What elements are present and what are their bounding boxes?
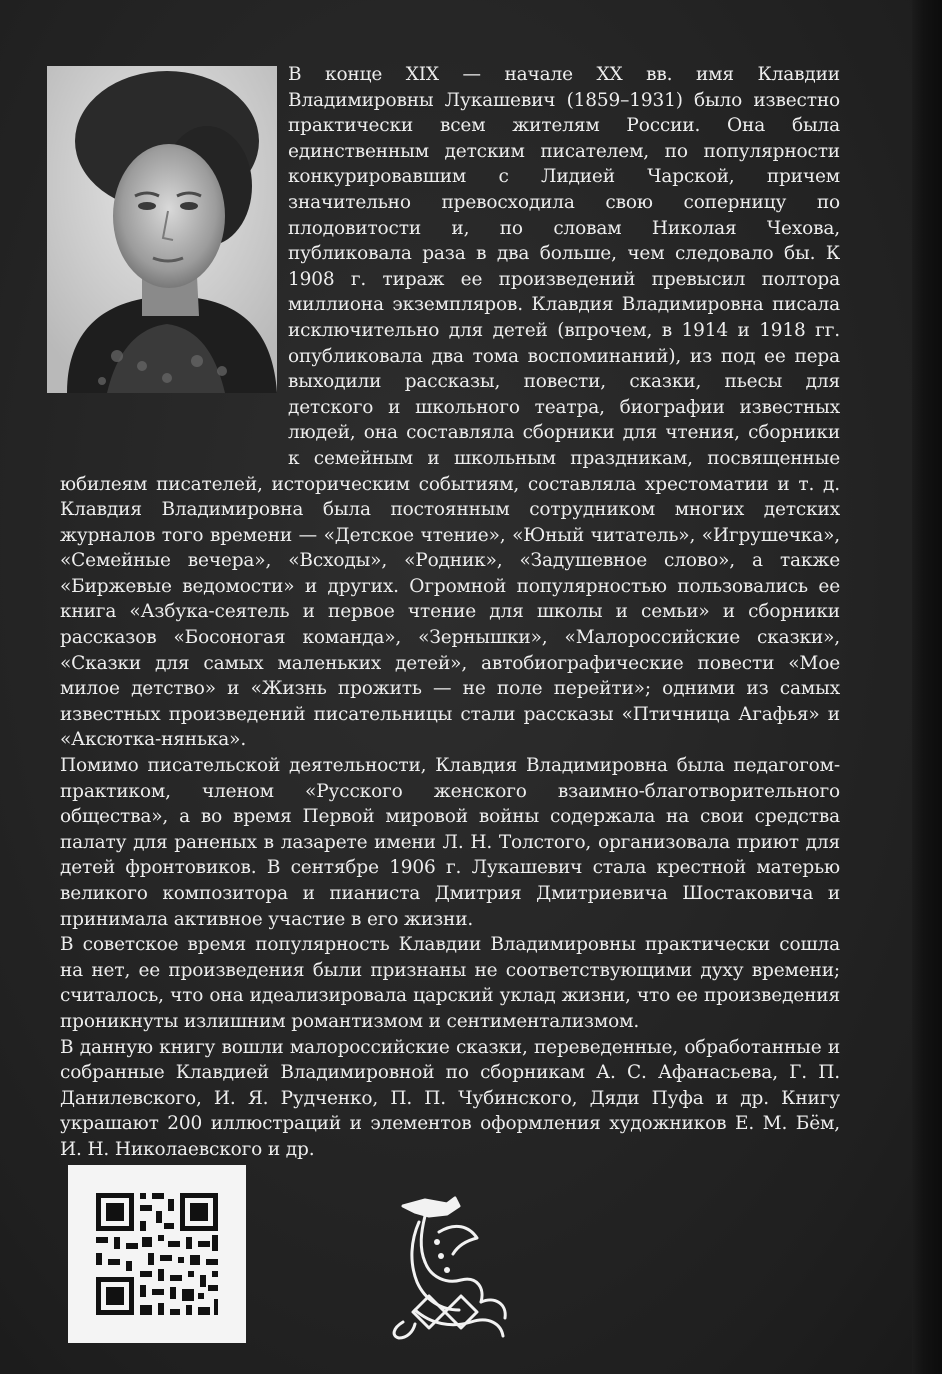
cover-edge xyxy=(912,0,942,1374)
paragraph-1: В конце XIX — начале XX вв. имя Клавдии Владимировны Лукашевич (1859–1931) было известно практически всем жителям России. Она была единственным детским писателем, по популярности конкурировавшим с Лидией Чарской, причем значительно превосходила свою соперницу по плодовитости и, по словам Николая Чехова, публиковала раза в два больше, чем следовало бы. К 1908 г. тираж ее произведений превысил полтора миллиона экземпляров. Клавдия Владимировна писала исключительно для детей (впрочем, в 1914 и 1918 гг. опубликовала два тома воспоминаний), из под ее пера выходили рассказы, повести, сказки, пьесы для детского и школьного театра, биографии известных людей, она составляла сборники для чтения, сборники к семейным и школьным праздникам, посвященные юбилеям писателей, историческим событиям, составляла хрестоматии и т. д. Клавдия Владимировна была постоянным сотрудником многих детских журналов того времени — «Детское чтение», «Юный читатель», «Игрушечка», «Семейные вечера», «Всходы», «Родник», «Задушевное слово», а также «Биржевые ведомости» и других. Огромной популярностью пользовались ее книга «Азбука-сеятель и первое чтение для школы и семьи» и сборники рассказов «Босоногая команда», «Зернышки», «Малороссийские сказки», «Сказки для самых маленьких детей», автобиографические повести «Мое милое детство» и «Жизнь прожить — не поле перейти»; одними из самых известных произведений писательницы стали рассказы «Птичница Агафья» и «Аксютка-нянька». xyxy=(60,64,840,751)
qr-code-icon xyxy=(68,1165,246,1343)
paragraph-2: Помимо писательской деятельности, Клавдия Владимировна была педагогом-практиком, членом «Русского женского взаимно-благотворительного общества», а во время Первой мировой войны содержала на свои средства палату для раненых в лазарете имени Л. Н. Толстого, организовала приют для детей фронтовиков. В сентябре 1906 г. Лукашевич стала крестной матерью великого композитора и пианиста Дмитрия Дмитриевича Шостаковича и принимала активное участие в его жизни. xyxy=(60,755,840,930)
publisher-logo xyxy=(385,1192,515,1342)
dragon-logo-icon xyxy=(385,1192,515,1342)
portrait-photo-icon xyxy=(47,66,277,393)
qr-code xyxy=(68,1165,246,1343)
author-portrait xyxy=(47,66,277,393)
paragraph-3: В советское время популярность Клавдии Владимировны практически сошла на нет, ее произведения были признаны не соответствующими духу времени; считалось, что она идеализировала царский уклад жизни, что ее произведения проникнуты излишним романтизмом и сентиментализмом. xyxy=(60,934,840,1032)
paragraph-4: В данную книгу вошли малороссийские сказки, переведенные, обработанные и собранные Клавдией Владимировной по сборникам А. С. Афанасьева, Г. П. Данилевского, И. Я. Рудченко, П. П. Чубинского, Дяди Пуфа и др. Книгу украшают 200 иллюстраций и элементов оформления художников Е. М. Бём, И. Н. Николаевского и др. xyxy=(60,1036,840,1160)
